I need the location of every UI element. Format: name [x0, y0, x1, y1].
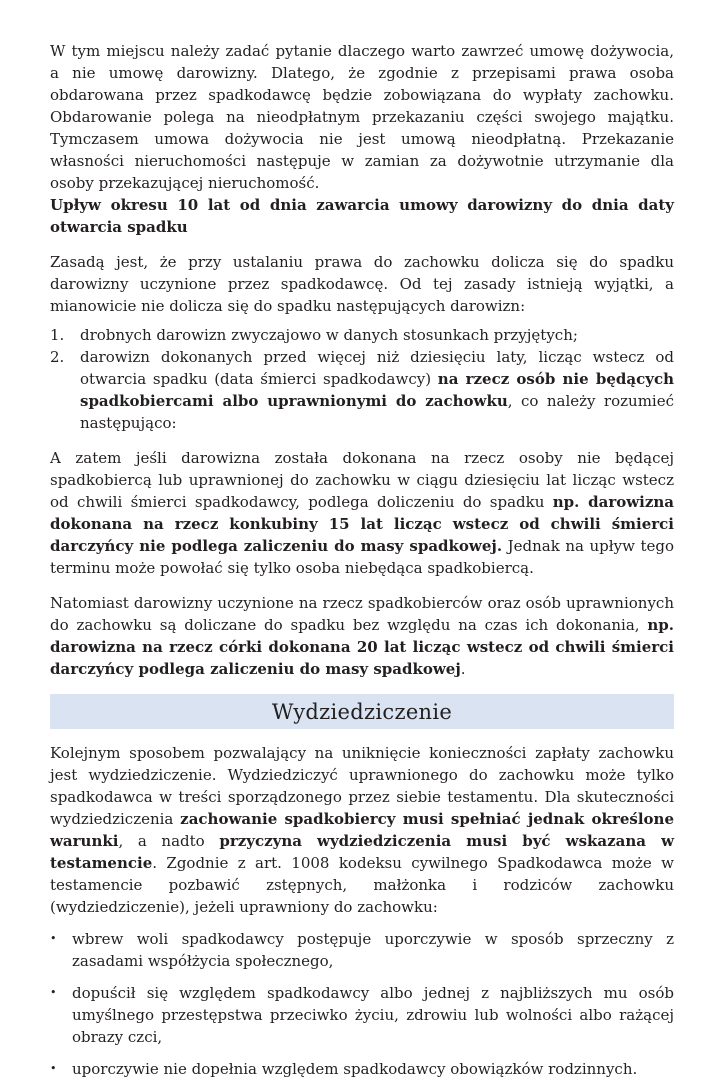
text-run: darowizn dokonanych przed więcej niż dziesięciu laty, licząc wstecz od otwarcia spadku (data śmierci spadkodawcy) [80, 348, 674, 388]
bullet-icon: • [50, 932, 57, 945]
text-run: , a nadto [118, 832, 220, 850]
exceptions-list [50, 324, 674, 434]
section-intro-paragraph: Zasadą jest, że przy ustalaniu prawa do zachowku dolicza się do spadku darowizny uczynione przez spadkodawcę. Od tej zasady istnieją wyjątki, a mianowicie nie dolicza się do spadku następujących darowizn: [50, 253, 674, 315]
list-item [50, 1058, 674, 1080]
document-page [50, 40, 674, 1090]
bullet-icon: • [50, 1062, 57, 1075]
paragraph-b [50, 592, 674, 680]
text-run: A zatem jeśli darowizna została dokonana na rzecz osoby nie będącej spadkobiercą lub uprawnionej do zachowku w ciągu dziesięciu lat licząc wstecz od chwili śmierci spadkodawcy, podlega doliczeniu do spadku [50, 449, 674, 511]
list-item [50, 982, 674, 1048]
list-item-text: wbrew woli spadkodawcy postępuje uporczywie w sposób sprzeczny z zasadami współżycia społecznego, [72, 930, 674, 970]
text-run: Jednak na upływ tego terminu może powołać się tylko osoba niebędąca spadkobiercą. [50, 537, 674, 577]
bold-text-run: np. darowizna dokonana na rzecz konkubiny 15 lat licząc wstecz od chwili śmierci darczyńcy nie podlega zaliczeniu do masy spadkowej. [50, 493, 674, 555]
list-number: 2. [50, 348, 65, 366]
bold-text-run: zachowanie spadkobiercy musi spełniać jednak określone warunki [50, 810, 674, 850]
paragraph-a [50, 447, 674, 579]
disinherit-paragraph [50, 742, 674, 918]
text-run: , co należy rozumieć następująco: [80, 392, 674, 432]
list-item-text: dopuścił się względem spadkodawcy albo jednej z najbliższych mu osób umyślnego przestępstwa przeciwko życiu, zdrowiu lub wolności albo rażącej obrazy czci, [72, 984, 674, 1046]
list-item-text: drobnych darowizn zwyczajowo w danych stosunkach przyjętych; [80, 326, 578, 344]
bold-text-run: np. darowizna na rzecz córki dokonana 20 lat licząc wstecz od chwili śmierci darczyńcy podlega zaliczeniu do masy spadkowej [50, 616, 674, 678]
list-item [50, 928, 674, 972]
bullet-icon: • [50, 986, 57, 999]
list-number: 1. [50, 326, 65, 344]
text-run: Natomiast darowizny uczynione na rzecz spadkobierców oraz osób uprawnionych do zachowku są doliczane do spadku bez względu na czas ich dokonania, [50, 594, 674, 634]
intro-paragraph: W tym miejscu należy zadać pytanie dlaczego warto zawrzeć umowę dożywocia, a nie umowę darowizny. Dlatego, że zgodnie z przepisami prawa osoba obdarowana przez spadkodawcę będzie zobowiązana do wypłaty zachowku. Obdarowanie polega na nieodpłatnym przekazaniu części swojego majątku. Tymczasem umowa dożywocia nie jest umową nieodpłatną. Przekazanie własności nieruchomości następuje w zamian za dożywotnie utrzymanie dla osoby przekazującej nieruchomość. [50, 42, 674, 192]
conditions-list [50, 928, 674, 1080]
banner-title: Wydziedziczenie [271, 699, 453, 724]
text-run: Kolejnym sposobem pozwalający na uniknięcie konieczności zapłaty zachowku jest wydziedziczenie. Wydziedziczyć uprawnionego do zachowku może tylko spadkodawca w treści sporządzonego przez siebie testamentu. Dla skuteczności wydziedziczenia [50, 744, 674, 828]
bold-text-run: na rzecz osób nie będących spadkobiercami albo uprawnionymi do zachowku [80, 370, 674, 410]
text-run: . Zgodnie z art. 1008 kodeksu cywilnego Spadkodawca może w testamencie pozbawić zstępnych, małżonka i rodziców zachowku (wydziedziczenie), jeżeli uprawniony do zachowku: [50, 854, 674, 916]
list-item-text [80, 346, 674, 434]
bold-text-run: przyczyna wydziedziczenia musi być wskazana w testamencie [50, 832, 674, 872]
section-heading: Upływ okresu 10 lat od dnia zawarcia umowy darowizny do dnia daty otwarcia spadku [50, 196, 674, 236]
section-banner [50, 694, 674, 729]
list-item [50, 324, 674, 346]
text-run: . [460, 660, 466, 678]
list-item-text: uporczywie nie dopełnia względem spadkodawcy obowiązków rodzinnych. [72, 1060, 638, 1078]
list-item [50, 346, 674, 434]
